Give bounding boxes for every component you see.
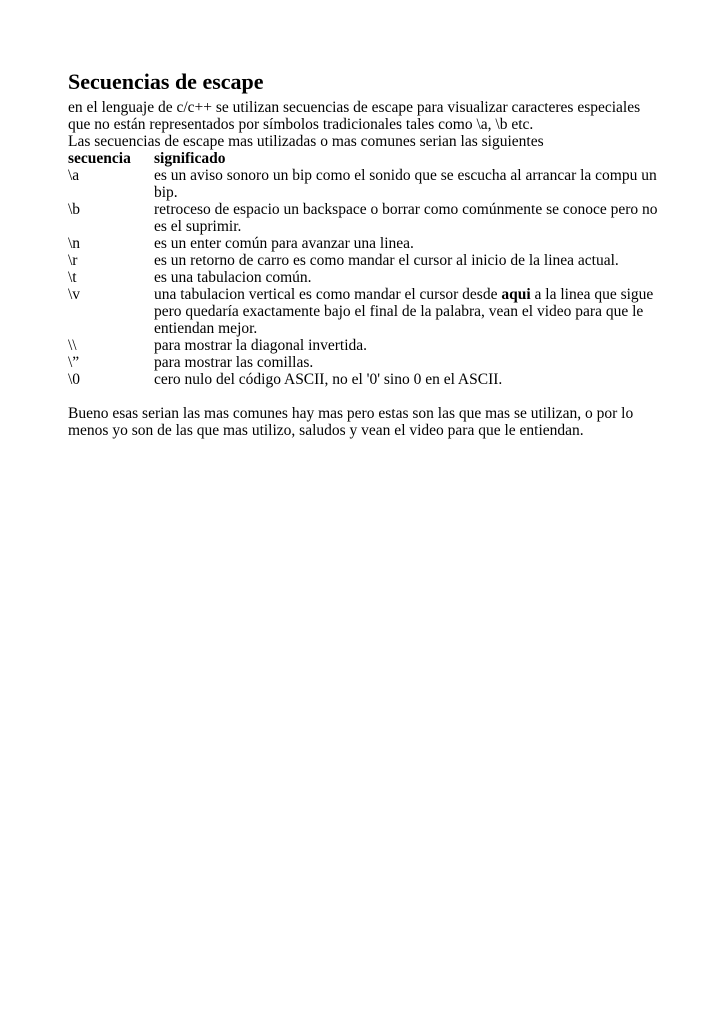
document-content — [68, 70, 660, 439]
sequence-cell: \b — [68, 201, 81, 218]
intro-lead-in: Las secuencias de escape mas utilizadas o mas comunes serian las siguientes — [68, 133, 544, 150]
table-row — [68, 201, 660, 235]
table-row — [68, 354, 660, 371]
meaning-cell: es un enter común para avanzar una linea. — [154, 235, 414, 252]
sequence-cell: \\ — [68, 337, 77, 354]
table-row — [68, 371, 660, 388]
sequence-cell: \a — [68, 167, 80, 184]
meaning-cell: cero nulo del código ASCII, no el '0' sino 0 en el ASCII. — [154, 371, 503, 388]
table-row — [68, 167, 660, 201]
header-sequence: secuencia — [68, 150, 131, 167]
escape-sequence-table — [68, 167, 660, 388]
table-header-row — [68, 150, 660, 167]
table-row — [68, 269, 660, 286]
intro-paragraph: en el lenguaje de c/c++ se utilizan secuencias de escape para visualizar caracteres especiales que no están representados por símbolos tradicionales tales como \a, \b etc. — [68, 99, 641, 133]
meaning-cell: es un retorno de carro es como mandar el cursor al inicio de la linea actual. — [154, 252, 619, 269]
sequence-cell: \n — [68, 235, 81, 252]
table-row — [68, 235, 660, 252]
sequence-cell: \v — [68, 286, 81, 303]
meaning-cell: retroceso de espacio un backspace o borrar como comúnmente se conoce pero no es el suprimir. — [154, 201, 658, 235]
meaning-cell: una tabulacion vertical es como mandar el cursor desde aqui a la linea que sigue pero quedaría exactamente bajo el final de la palabra, vean el video para que le entiendan mejor. — [154, 286, 654, 337]
meaning-cell: para mostrar las comillas. — [154, 354, 314, 371]
closing-paragraph: Bueno esas serian las mas comunes hay mas pero estas son las que mas se utilizan, o por lo menos yo son de las que mas utilizo, saludos y vean el video para que le entiendan. — [68, 405, 634, 439]
table-row — [68, 286, 660, 337]
meaning-cell: para mostrar la diagonal invertida. — [154, 337, 368, 354]
sequence-cell: \t — [68, 269, 77, 286]
table-row — [68, 252, 660, 269]
meaning-cell: es un aviso sonoro un bip como el sonido que se escucha al arrancar la compu un bip. — [154, 167, 657, 201]
meaning-cell: es una tabulacion común. — [154, 269, 312, 286]
header-meaning: significado — [154, 150, 226, 167]
page-title: Secuencias de escape — [68, 69, 264, 94]
sequence-cell: \0 — [68, 371, 81, 388]
sequence-cell: \” — [68, 354, 80, 371]
table-row — [68, 337, 660, 354]
sequence-cell: \r — [68, 252, 78, 269]
